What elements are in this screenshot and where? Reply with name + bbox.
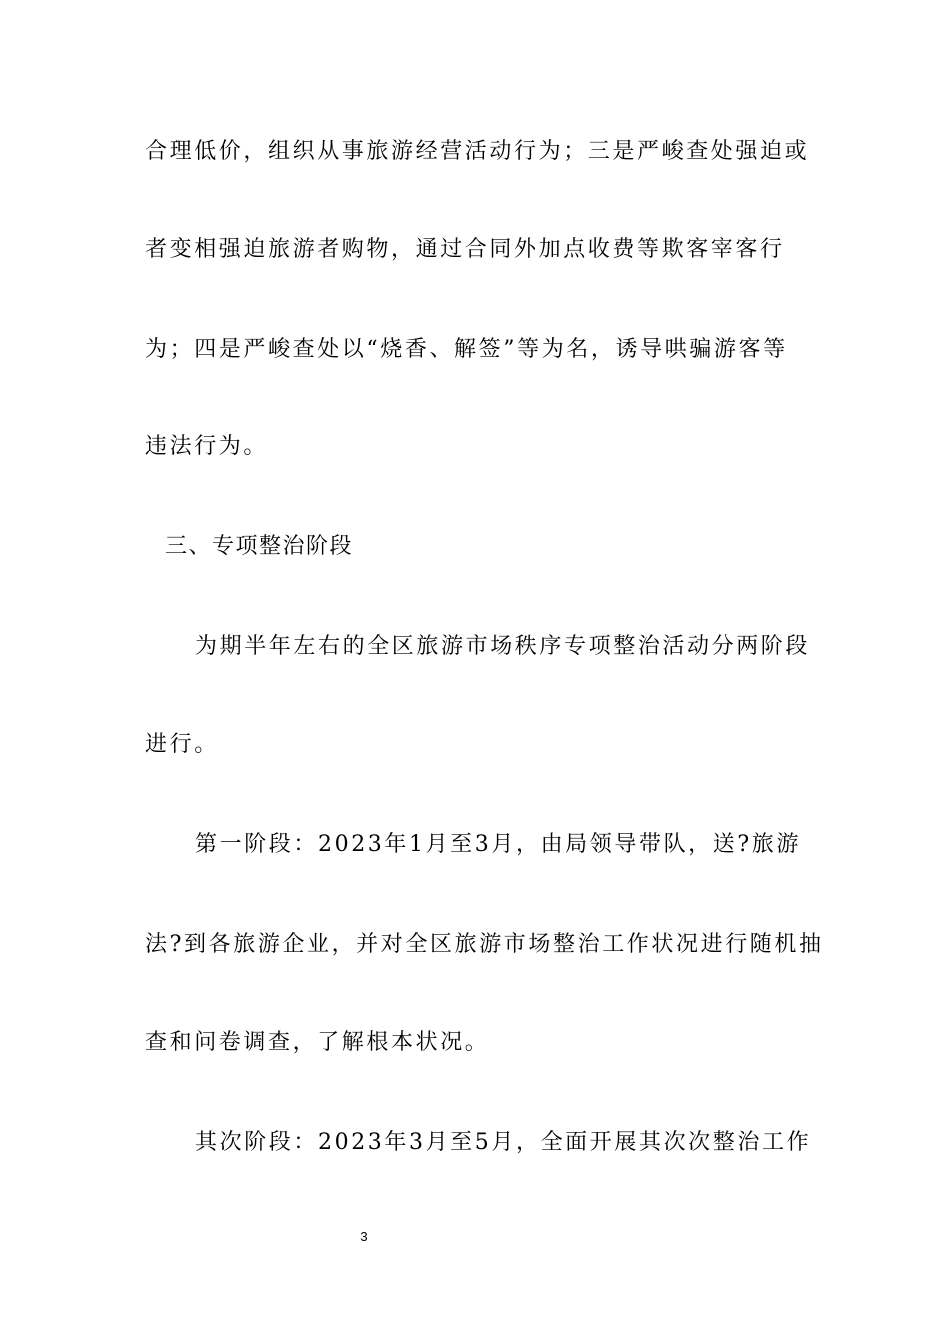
page-number: 3 (360, 1229, 368, 1244)
paragraph-line: 合理低价，组织从事旅游经营活动行为；三是严峻查处强迫或 (145, 139, 810, 164)
paragraph-line: 为；四是严峻查处以“烧香、解签”等为名，诱导哄骗游客等 (145, 337, 788, 362)
paragraph-line: 其次阶段：2023年3月至5月，全面开展其次次整治工作 (195, 1130, 812, 1155)
paragraph-line: 违法行为。 (145, 434, 269, 459)
paragraph-line: 者变相强迫旅游者购物，通过合同外加点收费等欺客宰客行 (145, 237, 785, 262)
paragraph-line: 进行。 (145, 732, 219, 757)
paragraph-line: 第一阶段：2023年1月至3月，由局领导带队，送?旅游 (195, 832, 801, 857)
paragraph-line: 查和问卷调查，了解根本状况。 (145, 1030, 490, 1055)
paragraph-line: 为期半年左右的全区旅游市场秩序专项整治活动分两阶段 (195, 634, 811, 659)
paragraph-line: 法?到各旅游企业，并对全区旅游市场整治工作状况进行随机抽 (145, 932, 824, 957)
section-heading: 三、专项整治阶段 (165, 534, 354, 559)
